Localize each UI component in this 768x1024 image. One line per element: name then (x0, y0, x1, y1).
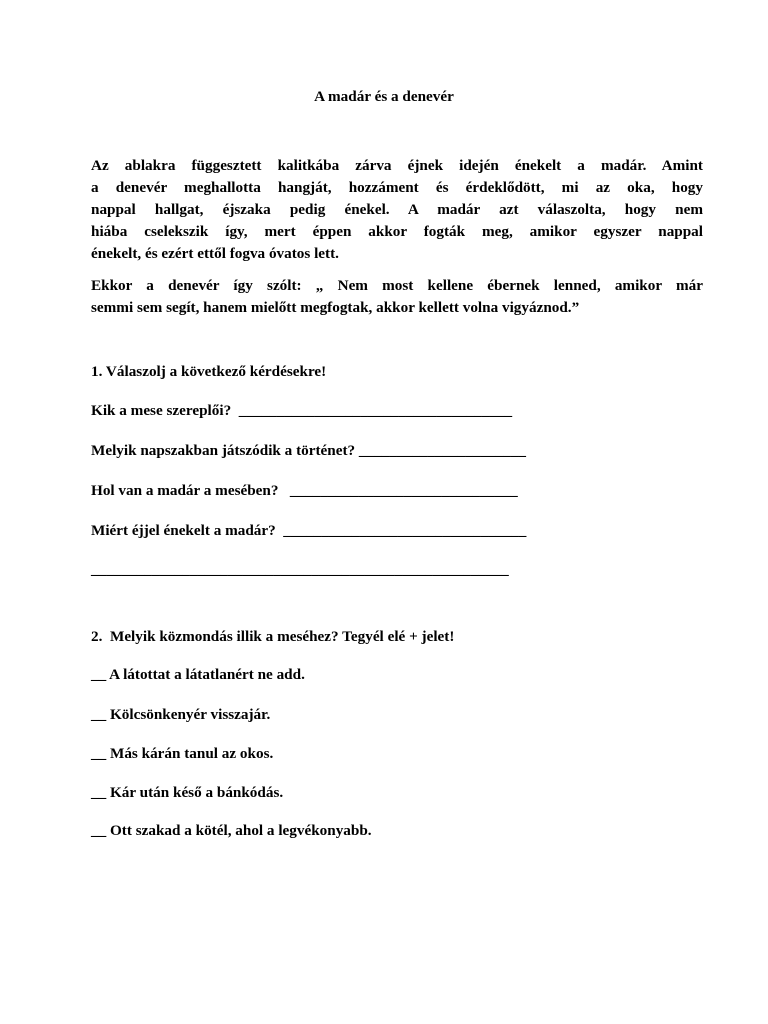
page-title: A madár és a denevér (314, 88, 454, 105)
proverb-option: __ Más kárán tanul az okos. (91, 745, 274, 762)
story-line: a denevér meghallotta hangját, hozzáment és érdeklődött, mi az oka, hogy (91, 179, 703, 196)
story-line: Az ablakra függesztett kalitkába zárva éjnek idején énekelt a madár. Amint (91, 157, 703, 174)
question-characters: Kik a mese szereplői? ____________________________________ (91, 402, 513, 419)
proverb-option: __ Kár után késő a bánkódás. (91, 784, 284, 801)
question-bird-location: Hol van a madár a mesében? ______________________________ (91, 482, 518, 499)
story-line: semmi sem segít, hanem mielőtt megfogtak, akkor kellett volna vigyáznod.” (91, 299, 580, 316)
story-line: nappal hallgat, éjszaka pedig énekel. A madár azt válaszolta, hogy nem (91, 201, 703, 218)
proverb-option: __ Ott szakad a kötél, ahol a legvékonyabb. (91, 822, 372, 839)
proverb-option: __ Kölcsönkenyér visszajár. (91, 706, 271, 723)
answer-line: _______________________________________________________ (91, 561, 509, 578)
question-why-sing-at-night: Miért éjjel énekelt a madár? ________________________________ (91, 522, 527, 539)
task-1-heading: 1. Válaszolj a következő kérdésekre! (91, 363, 327, 380)
story-line: hiába cselekszik így, mert éppen akkor fogták meg, amikor egyszer nappal (91, 223, 703, 240)
task-2-heading: 2. Melyik közmondás illik a meséhez? Tegyél elé + jelet! (91, 628, 455, 645)
story-line: énekelt, és ezért ettől fogva óvatos lett. (91, 245, 339, 262)
proverb-option: __ A látottat a látatlanért ne add. (91, 666, 305, 683)
question-time-of-day: Melyik napszakban játszódik a történet? ______________________ (91, 442, 526, 459)
story-line: Ekkor a denevér így szólt: „ Nem most kellene ébernek lenned, amikor már (91, 277, 703, 294)
